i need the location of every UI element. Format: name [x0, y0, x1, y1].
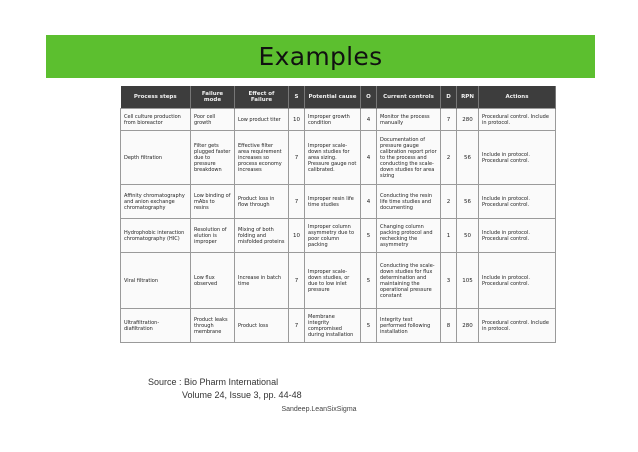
table-cell: Low flux observed [191, 253, 235, 309]
column-header: O [361, 86, 377, 109]
table-cell: 4 [361, 131, 377, 185]
table-cell: Mixing of both folding and misfolded proteins [235, 219, 289, 253]
table-cell: Product loss [235, 309, 289, 343]
column-header: Failure mode [191, 86, 235, 109]
source-line-1: Source : Bio Pharm International [148, 377, 279, 387]
table-cell: Improper scale-down studies for area sizing. Pressure gauge not calibrated. [305, 131, 361, 185]
source-citation [148, 376, 302, 402]
table-row [121, 131, 556, 185]
slide-title: Examples [258, 42, 383, 71]
table-cell: 7 [289, 185, 305, 219]
table-cell: 8 [441, 309, 457, 343]
table-body [121, 109, 556, 343]
table-cell: 10 [289, 219, 305, 253]
table-cell: Improper resin life time studies [305, 185, 361, 219]
table-cell: 5 [361, 253, 377, 309]
table-cell: Viral filtration [121, 253, 191, 309]
table-cell: Procedural control. Include in protocol. [479, 309, 556, 343]
table-cell: Resolution of elution is improper [191, 219, 235, 253]
table-cell: Improper column asymmetry due to poor column packing [305, 219, 361, 253]
table-cell: Improper growth condition [305, 109, 361, 131]
fmea-table-image [120, 86, 555, 343]
column-header: Process steps [121, 86, 191, 109]
table-cell: Poor cell growth [191, 109, 235, 131]
table-cell: Changing column packing protocol and rechecking the asymmetry [377, 219, 441, 253]
table-row [121, 219, 556, 253]
table-cell: 280 [457, 309, 479, 343]
table-cell: 3 [441, 253, 457, 309]
table-cell: Documentation of pressure gauge calibration report prior to the process and conducting the scale-down studies for area sizing [377, 131, 441, 185]
source-line-2: Volume 24, Issue 3, pp. 44-48 [182, 390, 302, 400]
column-header: Current controls [377, 86, 441, 109]
table-cell: 50 [457, 219, 479, 253]
table-cell: Conducting the resin life time studies and documenting [377, 185, 441, 219]
table-cell: 4 [361, 109, 377, 131]
author-credit: Sandeep.LeanSixSigma [281, 406, 357, 413]
table-cell: 5 [361, 219, 377, 253]
table-cell: 2 [441, 185, 457, 219]
table-cell: Product loss in flow through [235, 185, 289, 219]
column-header: Actions [479, 86, 556, 109]
fmea-table [120, 86, 556, 343]
column-header: Effect of Failure [235, 86, 289, 109]
table-cell: 10 [289, 109, 305, 131]
table-cell: Increase in batch time [235, 253, 289, 309]
table-row [121, 185, 556, 219]
table-cell: Effective filter area requirement increases so process economy increases [235, 131, 289, 185]
table-cell: Improper scale-down studies, or due to low inlet pressure [305, 253, 361, 309]
table-cell: Product leaks through membrane [191, 309, 235, 343]
table-cell: Depth filtration [121, 131, 191, 185]
table-cell: Low binding of mAbs to resins [191, 185, 235, 219]
table-cell: Include in protocol. Procedural control. [479, 219, 556, 253]
table-row [121, 109, 556, 131]
table-cell: 7 [289, 253, 305, 309]
table-cell: Filter gets plugged faster due to pressure breakdown [191, 131, 235, 185]
table-row [121, 309, 556, 343]
table-cell: Affinity chromatography and anion exchange chromatography [121, 185, 191, 219]
table-cell: 1 [441, 219, 457, 253]
table-cell: Membrane integrity compromised during installation [305, 309, 361, 343]
table-cell: Procedural control. Include in protocol. [479, 109, 556, 131]
column-header: D [441, 86, 457, 109]
table-cell: Conducting the scale-down studies for flux determination and maintaining the operational pressure constant [377, 253, 441, 309]
table-cell: Include in protocol. Procedural control. [479, 131, 556, 185]
table-cell: Include in protocol. Procedural control. [479, 185, 556, 219]
table-cell: 4 [361, 185, 377, 219]
table-cell: 56 [457, 131, 479, 185]
table-cell: 7 [289, 309, 305, 343]
column-header: RPN [457, 86, 479, 109]
table-cell: Ultrafiltration-diafiltration [121, 309, 191, 343]
table-cell: 5 [361, 309, 377, 343]
table-cell: 7 [441, 109, 457, 131]
table-cell: 2 [441, 131, 457, 185]
table-cell: 56 [457, 185, 479, 219]
table-header-row [121, 86, 556, 109]
table-cell: Hydrophobic interaction chromatography (HIC) [121, 219, 191, 253]
table-cell: Include in protocol. Procedural control. [479, 253, 556, 309]
table-cell: 7 [289, 131, 305, 185]
table-row [121, 253, 556, 309]
table-cell: Integrity test performed following installation [377, 309, 441, 343]
column-header: S [289, 86, 305, 109]
column-header: Potential cause [305, 86, 361, 109]
table-cell: Low product titer [235, 109, 289, 131]
title-bar [46, 35, 595, 78]
table-cell: 105 [457, 253, 479, 309]
table-cell: 280 [457, 109, 479, 131]
table-cell: Monitor the process manually [377, 109, 441, 131]
table-cell: Cell culture production from bioreactor [121, 109, 191, 131]
